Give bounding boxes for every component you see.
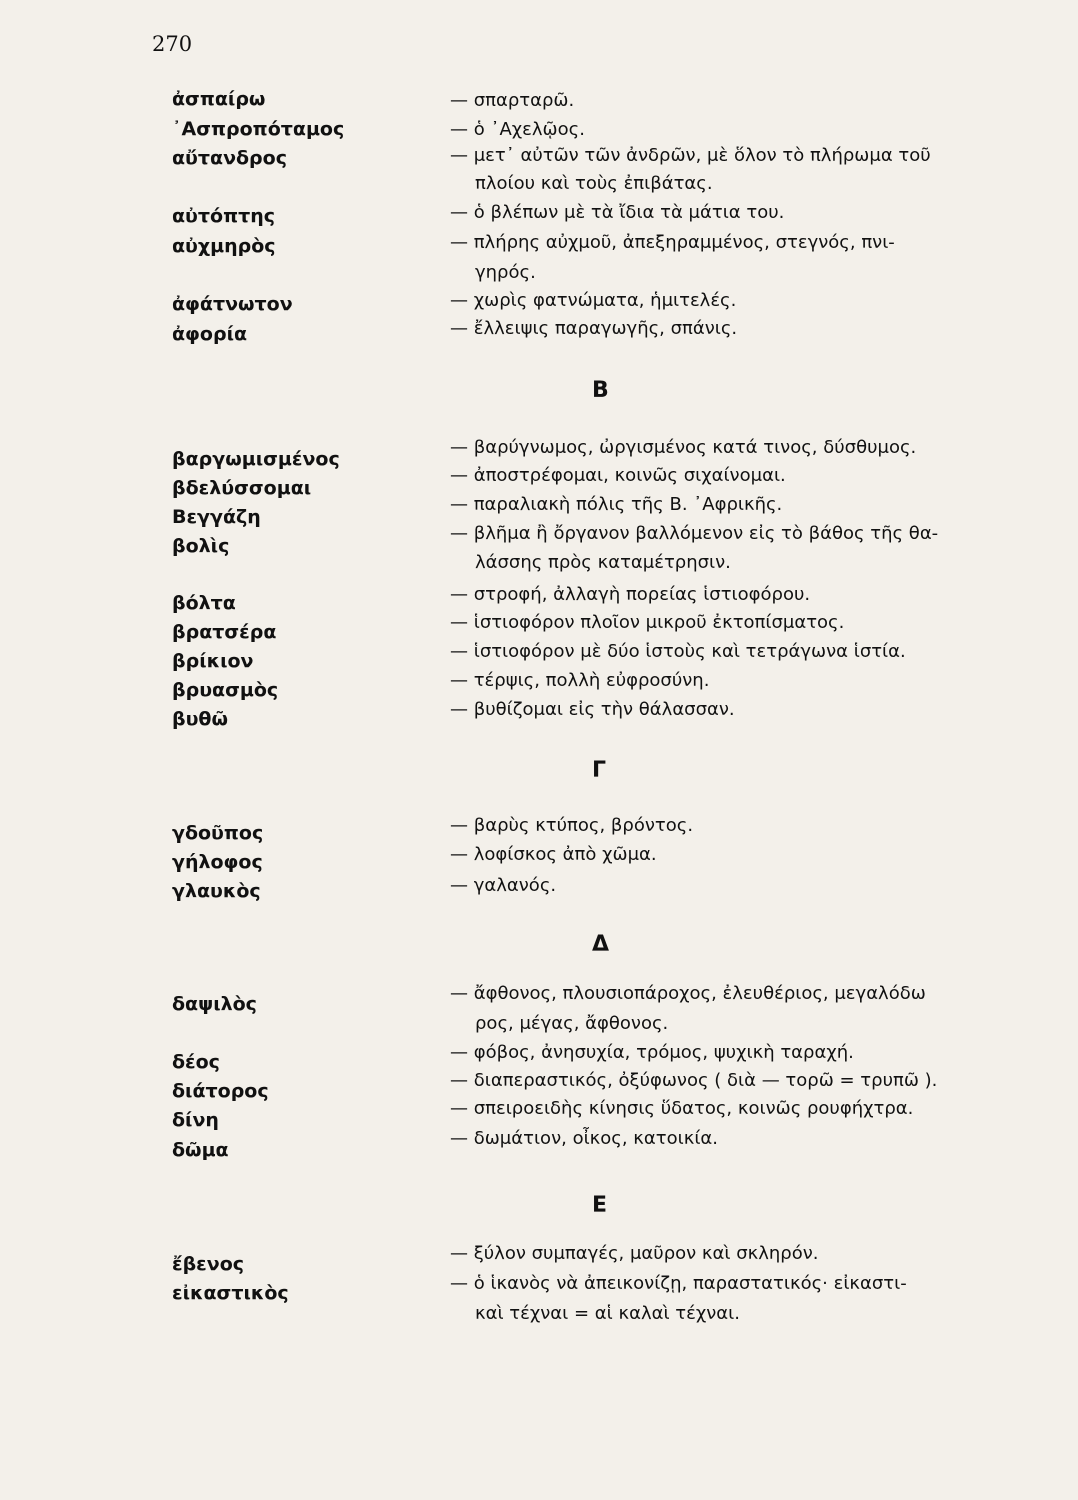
entry-term: βολὶς bbox=[172, 535, 230, 557]
entry-term: γλαυκὸς bbox=[172, 880, 261, 902]
entry-definition-continuation: λάσσης πρὸς καταμέτρησιν. bbox=[475, 552, 731, 573]
entry-definition: — δωμάτιον, οἶκος, κατοικία. bbox=[450, 1128, 718, 1149]
entry-definition: — ξύλον συμπαγές, μαῦρον καὶ σκληρόν. bbox=[450, 1243, 819, 1264]
entry-definition: — ἀποστρέφομαι, κοινῶς σιχαίνομαι. bbox=[450, 465, 786, 486]
entry-definition: — πλήρης αὐχμοῦ, ἀπεξηραμμένος, στεγνός, πνι- bbox=[450, 232, 895, 253]
entry-term: βρατσέρα bbox=[172, 621, 277, 643]
entry-term: βρυασμὸς bbox=[172, 679, 279, 701]
entry-term: Βεγγάζη bbox=[172, 506, 261, 528]
entry-definition: — ἔλλειψις παραγωγῆς, σπάνις. bbox=[450, 318, 738, 339]
entry-term: βρίκιον bbox=[172, 650, 254, 672]
entry-term: ἀφάτνωτον bbox=[172, 293, 293, 315]
entry-definition: — βαρὺς κτύπος, βρόντος. bbox=[450, 815, 694, 836]
entry-definition: — διαπεραστικός, ὀξύφωνος ( διὰ — τορῶ = τρυπῶ ). bbox=[450, 1070, 938, 1091]
entry-definition: — ἄφθονος, πλουσιοπάροχος, ἐλευθέριος, μεγαλόδω bbox=[450, 983, 926, 1004]
entry-definition: — παραλιακὴ πόλις τῆς Β. ᾿Αφρικῆς. bbox=[450, 494, 783, 515]
entry-definition: — ὁ βλέπων μὲ τὰ ἴδια τὰ μάτια του. bbox=[450, 202, 785, 223]
entry-term: ᾿Ασπροπόταμος bbox=[172, 118, 345, 140]
entry-term: ἔβενος bbox=[172, 1253, 245, 1275]
entry-definition: — τέρψις, πολλὴ εὐφροσύνη. bbox=[450, 670, 710, 691]
entry-term: δῶμα bbox=[172, 1139, 229, 1161]
entry-term: εἰκαστικὸς bbox=[172, 1282, 289, 1304]
entry-definition-continuation: γηρός. bbox=[475, 262, 536, 283]
entry-definition: — φόβος, ἀνησυχία, τρόμος, ψυχικὴ ταραχή. bbox=[450, 1042, 854, 1063]
entry-term: βδελύσσομαι bbox=[172, 477, 312, 499]
entry-definition: — χωρὶς φατνώματα, ἡμιτελές. bbox=[450, 290, 737, 311]
entry-definition: — βλῆμα ἢ ὄργανον βαλλόμενον εἰς τὸ βάθος τῆς θα- bbox=[450, 523, 939, 544]
entry-definition: — βαρύγνωμος, ὠργισμένος κατά τινος, δύσθυμος. bbox=[450, 437, 917, 458]
entry-term: δέος bbox=[172, 1051, 220, 1073]
entry-term: αὔτανδρος bbox=[172, 147, 287, 169]
entry-definition: — σπειροειδὴς κίνησις ὕδατος, κοινῶς ρουφήχτρα. bbox=[450, 1098, 914, 1119]
entry-definition: — μετ᾿ αὐτῶν τῶν ἀνδρῶν, μὲ ὅλον τὸ πλήρωμα τοῦ bbox=[450, 145, 931, 166]
entry-definition: — ὁ ἱκανὸς νὰ ἀπεικονίζῃ, παραστατικός· εἰκαστι- bbox=[450, 1273, 907, 1294]
entry-term: αὐτόπτης bbox=[172, 205, 276, 227]
entry-definition-continuation: ρος, μέγας, ἄφθονος. bbox=[475, 1013, 669, 1034]
entry-term: βόλτα bbox=[172, 592, 236, 614]
entry-term: δίνη bbox=[172, 1109, 219, 1131]
entry-definition: — γαλανός. bbox=[450, 875, 557, 896]
entry-definition: — βυθίζομαι εἰς τὴν θάλασσαν. bbox=[450, 699, 735, 720]
section-letter-epsilon: Ε bbox=[592, 1193, 608, 1218]
entry-term: βαργωμισμένος bbox=[172, 448, 340, 470]
page-number: 270 bbox=[152, 32, 193, 56]
section-letter-delta: Δ bbox=[592, 932, 610, 957]
entry-term: ἀσπαίρω bbox=[172, 88, 266, 110]
entry-definition: — λοφίσκος ἀπὸ χῶμα. bbox=[450, 844, 657, 865]
section-letter-gamma: Γ bbox=[592, 758, 607, 783]
entry-definition: — σπαρταρῶ. bbox=[450, 90, 575, 111]
entry-term: γήλοφος bbox=[172, 851, 263, 873]
entry-term: βυθῶ bbox=[172, 708, 228, 730]
entry-term: ἀφορία bbox=[172, 323, 248, 345]
entry-term: δαψιλὸς bbox=[172, 993, 257, 1015]
entry-term: γδοῦπος bbox=[172, 822, 264, 844]
entry-definition-continuation: πλοίου καὶ τοὺς ἐπιβάτας. bbox=[475, 173, 713, 194]
entry-definition: — ὁ ᾿Αχελῷος. bbox=[450, 119, 585, 140]
entry-term: διάτορος bbox=[172, 1080, 269, 1102]
entry-definition: — ἱστιοφόρον πλοῖον μικροῦ ἐκτοπίσματος. bbox=[450, 612, 845, 633]
entry-term: αὐχμηρὸς bbox=[172, 235, 276, 257]
entry-definition: — στροφή, ἀλλαγὴ πορείας ἱστιοφόρου. bbox=[450, 584, 811, 605]
section-letter-beta: Β bbox=[592, 378, 609, 403]
entry-definition: — ἱστιοφόρον μὲ δύο ἱστοὺς καὶ τετράγωνα ἱστία. bbox=[450, 641, 906, 662]
entry-definition-continuation: καὶ τέχναι = αἱ καλαὶ τέχναι. bbox=[475, 1303, 740, 1324]
